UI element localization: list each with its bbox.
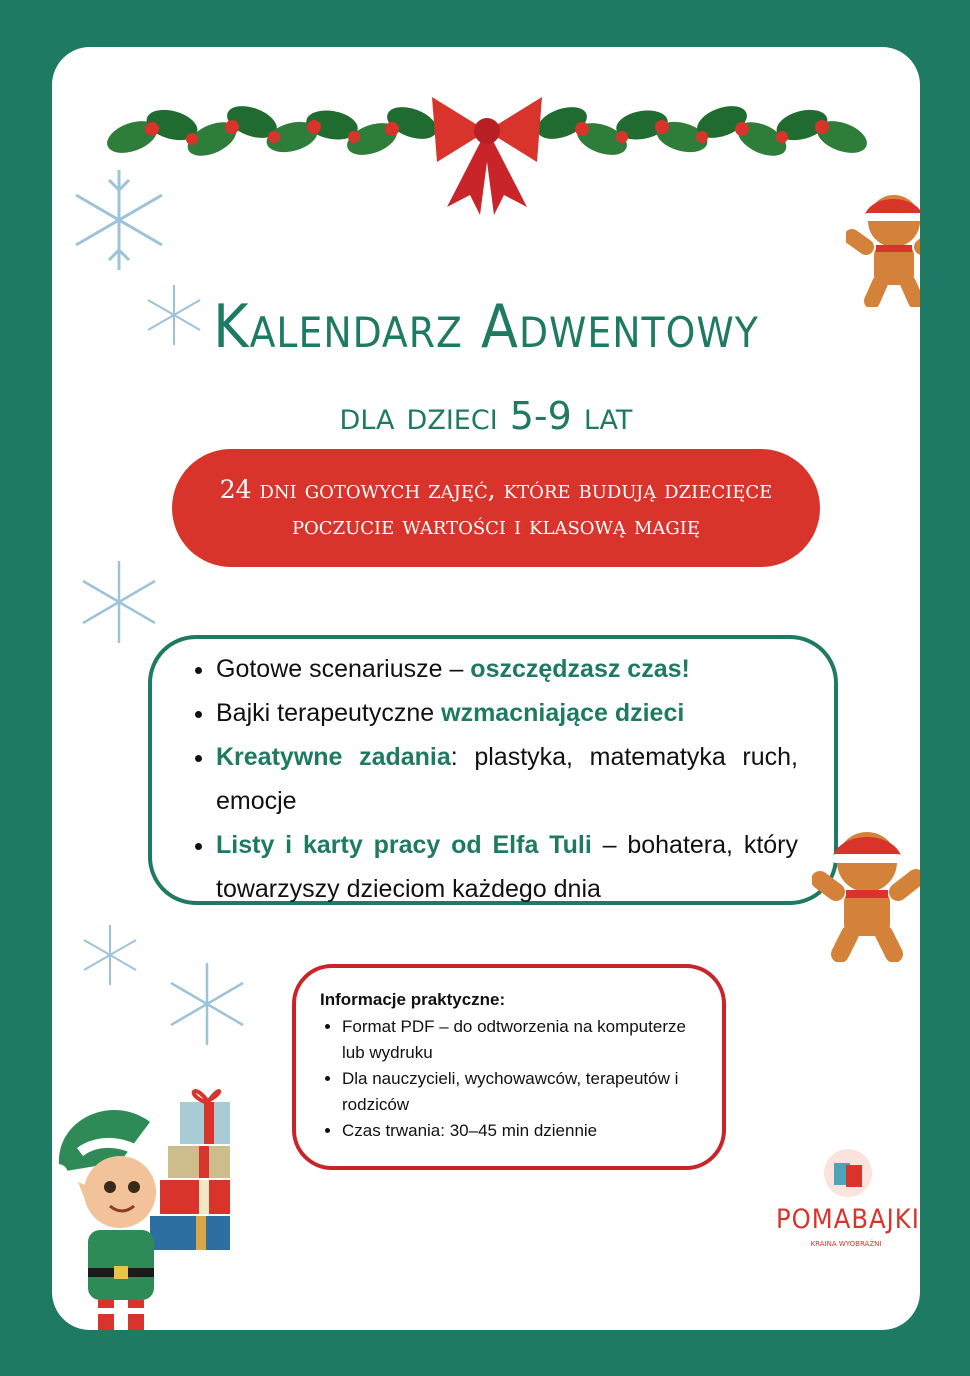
snowflake-icon (74, 557, 164, 647)
info-title: Informacje praktyczne: (320, 990, 506, 1009)
list-item: • Czas trwania: 30–45 min dziennie (342, 1118, 698, 1144)
list-item: • Format PDF – do odtworzenia na komputerze lub wydruku (342, 1014, 698, 1066)
list-item: • Kreatywne zadania: plastyka, matematyka ruch, emocje (216, 735, 798, 823)
list-item: • Bajki terapeutyczne wzmacniające dzieci (216, 691, 798, 735)
holly-garland (92, 67, 882, 217)
elf-illustration (52, 1082, 230, 1330)
list-item: • Dla nauczycieli, wychowawców, terapeutów i rodziców (342, 1066, 698, 1118)
gingerbread-icon (812, 822, 920, 962)
info-list (320, 1014, 698, 1144)
logo-name: POMABAJKI (776, 1204, 920, 1235)
gingerbread-icon (846, 187, 920, 307)
features-list (198, 647, 798, 911)
logo-icon (822, 1147, 874, 1199)
snowflake-icon (162, 959, 252, 1049)
logo-tagline: KRAINA WYOBRAŹNI (810, 1240, 882, 1248)
list-item: • Listy i karty pracy od Elfa Tuli – bohatera, który towarzyszy dzieciom każdego dnia (216, 823, 798, 911)
features-box (148, 635, 838, 905)
poster-card (52, 47, 920, 1330)
banner-text: 24 dni gotowych zajęć, które budują dziecięce poczucie wartości i klasową magię (219, 475, 773, 540)
info-box (292, 964, 726, 1170)
snowflake-icon (64, 165, 174, 275)
page-title: Kalendarz Adwentowy (213, 292, 759, 362)
banner (172, 449, 820, 567)
list-item: • Gotowe scenariusze – oszczędzasz czas! (216, 647, 798, 691)
page-subtitle: dla dzieci 5-9 lat (339, 394, 633, 438)
snowflake-icon (78, 923, 142, 987)
